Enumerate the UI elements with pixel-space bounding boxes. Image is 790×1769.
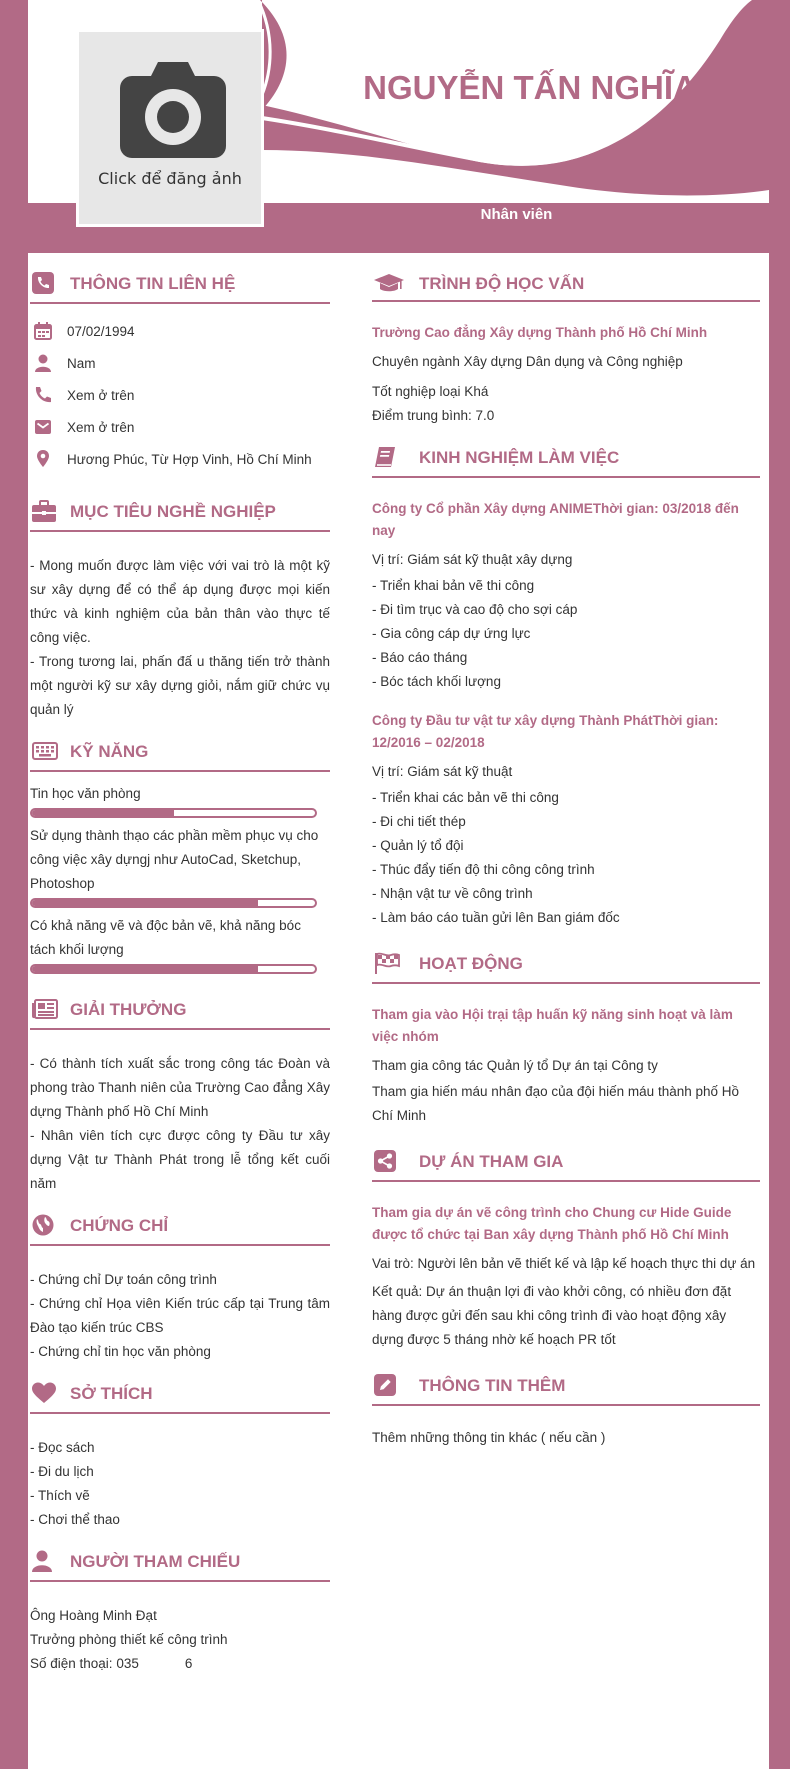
job-task: - Làm báo cáo tuần gửi lên Ban giám đốc	[372, 910, 620, 925]
section-title: THÔNG TIN THÊM	[419, 1376, 566, 1395]
section-title: THÔNG TIN LIÊN HỆ	[70, 274, 236, 293]
skill-bar	[30, 964, 317, 974]
hobbies-section	[30, 1372, 330, 1532]
section-title: HOẠT ĐỘNG	[419, 954, 523, 973]
skill-fill	[32, 810, 174, 816]
contact-text: Nam	[67, 356, 96, 371]
newspaper-icon	[32, 999, 58, 1019]
skill-name: Có khả năng vẽ và độc bản vẽ, khả năng bóc tách khối lượng	[30, 918, 301, 957]
contact-email	[30, 412, 330, 444]
hobby-line: - Chơi thể thao	[30, 1512, 120, 1527]
calendar-icon	[34, 322, 52, 340]
education-school: Trường Cao đẳng Xây dựng Thành phố Hồ Chí Minh	[372, 325, 708, 340]
section-header	[372, 1140, 760, 1182]
project-heading: Tham gia dự án vẽ công trình cho Chung cư Hide Guide được tổ chức tại Ban xây dựng Thành phố Hồ Chí Minh	[372, 1205, 732, 1242]
job-task: - Báo cáo tháng	[372, 650, 468, 665]
skill-item	[30, 914, 330, 974]
award-line: - Nhân viên tích cực được công ty Đầu tư xây dựng Vật tư Thành Phát trong lễ tổng kết cuối năm	[30, 1128, 330, 1191]
photo-upload-label: Click để đăng ảnh	[98, 169, 242, 188]
contact-phone	[30, 380, 330, 412]
photo-upload-box[interactable]	[76, 29, 264, 227]
skill-fill	[32, 900, 258, 906]
skill-item	[30, 824, 330, 908]
job-task: - Gia công cáp dự ứng lực	[372, 626, 531, 641]
user-icon	[34, 354, 52, 372]
section-title: NGƯỜI THAM CHIẾU	[70, 1552, 241, 1571]
hobby-line: - Đọc sách	[30, 1440, 95, 1455]
edit-icon	[374, 1374, 396, 1396]
skill-bar	[30, 898, 317, 908]
section-title: SỞ THÍCH	[70, 1384, 153, 1403]
section-title: DỰ ÁN THAM GIA	[419, 1152, 564, 1171]
activities-section	[372, 942, 760, 1128]
section-header	[30, 262, 330, 304]
activity-line: Tham gia công tác Quản lý tổ Dự án tại Công ty	[372, 1058, 658, 1073]
objective-section	[30, 490, 330, 722]
flag-checkered-icon	[374, 952, 400, 974]
extra-info-section	[372, 1364, 760, 1450]
cv-header	[0, 0, 790, 253]
contact-text: 07/02/1994	[67, 324, 135, 339]
contact-text: Hương Phúc, Từ Hợp Vinh, Hồ Chí Minh	[67, 452, 312, 467]
activity-line: Tham gia hiến máu nhân đạo của đội hiến máu thành phố Hồ Chí Minh	[372, 1084, 740, 1123]
job-task: - Triển khai các bản vẽ thi công	[372, 790, 559, 805]
section-header	[372, 942, 760, 984]
reference-phone-end: 6	[184, 1656, 193, 1671]
job-task: - Triển khai bản vẽ thi công	[372, 578, 535, 593]
briefcase-icon	[32, 500, 56, 522]
certificate-line: - Chứng chỉ tin học văn phòng	[30, 1344, 211, 1359]
keyboard-icon	[32, 742, 58, 760]
section-title: KINH NGHIỆM LÀM VIỆC	[419, 448, 620, 467]
job-entry	[372, 710, 760, 930]
section-title: KỸ NĂNG	[70, 742, 149, 761]
job-role: Vị trí: Giám sát kỹ thuật xây dựng	[372, 552, 573, 567]
job-heading: Công ty Cổ phần Xây dựng ANIMEThời gian: 03/2018 đến nay	[372, 501, 739, 538]
right-border	[769, 0, 790, 1769]
section-header	[30, 988, 330, 1030]
job-task: - Bóc tách khối lượng	[372, 674, 501, 689]
skill-item	[30, 782, 330, 818]
contact-text: Xem ở trên	[67, 388, 135, 403]
contact-gender	[30, 348, 330, 380]
objective-line: - Trong tương lai, phấn đấ u thăng tiến trở thành một người kỹ sư xây dựng giỏi, nắm giữ chức vụ quản lý	[30, 654, 330, 717]
education-gpa: Điểm trung bình: 7.0	[372, 408, 495, 423]
activity-heading: Tham gia vào Hội trại tập huấn kỹ năng sinh hoạt và làm việc nhóm	[372, 1007, 733, 1044]
left-column	[30, 262, 330, 1676]
section-header	[30, 730, 330, 772]
job-task: - Đi tìm trục và cao độ cho sợi cáp	[372, 602, 578, 617]
heart-icon	[32, 1382, 56, 1404]
section-title: TRÌNH ĐỘ HỌC VẤN	[419, 274, 585, 293]
job-heading: Công ty Đầu tư vật tư xây dựng Thành PhátThời gian: 12/2016 – 02/2018	[372, 713, 719, 750]
globe-icon	[32, 1214, 54, 1236]
job-task: - Quản lý tổ đội	[372, 838, 464, 853]
skill-fill	[32, 966, 258, 972]
certificate-line: - Chứng chỉ Dự toán công trình	[30, 1272, 217, 1287]
reference-name: Ông Hoàng Minh Đạt	[30, 1608, 157, 1623]
award-line: - Có thành tích xuất sắc trong công tác Đoàn và phong trào Thanh niên của Trường Cao đẳng Xây dựng Thành phố Hồ Chí Minh	[30, 1056, 330, 1119]
project-role: Vai trò: Người lên bản vẽ thiết kế và lập kế hoạch thực thi dự án	[372, 1256, 756, 1271]
certificates-section	[30, 1204, 330, 1364]
phone-square-icon	[32, 272, 54, 294]
reference-section	[30, 1540, 330, 1676]
project-result: Kết quả: Dự án thuận lợi đi vào khởi công, có nhiều đơn đặt hàng được gửi đến sau khi công trình đi vào hoạt động xây dựng được 5 tháng nhờ kế hoạch PR tốt	[372, 1284, 732, 1347]
job-task: - Thúc đẩy tiến độ thi công công trình	[372, 862, 595, 877]
objective-line: - Mong muốn được làm việc với vai trò là một kỹ sư xây dựng để có thể áp dụng được mọi kiến thức và kinh nghiệm của bản thân vào thực tế công việc.	[30, 558, 330, 645]
experience-section	[372, 436, 760, 930]
education-section	[372, 262, 760, 428]
reference-phone	[30, 1652, 330, 1676]
skill-name: Sử dụng thành thạo các phần mềm phục vụ cho công việc xây dựngj như AutoCad, Sketchup, Photoshop	[30, 828, 319, 891]
reference-phone-start: Số điện thoại: 035	[30, 1656, 139, 1671]
section-header	[372, 1364, 760, 1406]
contact-text: Xem ở trên	[67, 420, 135, 435]
right-column	[372, 262, 760, 1450]
education-major: Chuyên ngành Xây dựng Dân dụng và Công nghiệp	[372, 354, 683, 369]
reference-title: Trưởng phòng thiết kế công trình	[30, 1632, 228, 1647]
book-icon	[374, 446, 396, 468]
section-title: CHỨNG CHỈ	[70, 1216, 169, 1235]
section-header	[372, 262, 760, 302]
section-header	[30, 1372, 330, 1414]
skill-name: Tin học văn phòng	[30, 786, 141, 801]
job-task: - Đi chi tiết thép	[372, 814, 466, 829]
skill-bar	[30, 808, 317, 818]
left-border	[0, 0, 28, 1769]
contact-birthday	[30, 316, 330, 348]
candidate-name: NGUYỄN TẤN NGHĨA	[363, 69, 697, 106]
education-grade: Tốt nghiệp loại Khá	[372, 384, 489, 399]
projects-section	[372, 1140, 760, 1352]
camera-icon	[120, 62, 226, 158]
graduation-cap-icon	[374, 272, 404, 294]
share-icon	[374, 1150, 396, 1172]
hobby-line: - Thích vẽ	[30, 1488, 90, 1503]
contact-address	[30, 444, 330, 476]
section-header	[30, 490, 330, 532]
section-title: GIẢI THƯỞNG	[70, 1000, 187, 1019]
extra-info-text: Thêm những thông tin khác ( nếu cần )	[372, 1430, 606, 1445]
section-title: MỤC TIÊU NGHỀ NGHIỆP	[70, 502, 276, 521]
location-icon	[34, 450, 52, 468]
email-icon	[34, 418, 52, 436]
phone-icon	[34, 386, 52, 404]
section-header	[372, 436, 760, 478]
section-header	[30, 1540, 330, 1582]
job-entry	[372, 498, 760, 694]
awards-section	[30, 988, 330, 1196]
contact-section	[30, 262, 330, 476]
hobby-line: - Đi du lịch	[30, 1464, 94, 1479]
job-role: Vị trí: Giám sát kỹ thuật	[372, 764, 513, 779]
user-icon	[32, 1550, 52, 1572]
certificate-line: - Chứng chỉ Họa viên Kiến trúc cấp tại Trung tâm Đào tạo kiến trúc CBS	[30, 1296, 330, 1335]
candidate-position: Nhân viên	[480, 206, 553, 223]
section-header	[30, 1204, 330, 1246]
job-task: - Nhận vật tư về công trình	[372, 886, 533, 901]
skills-section	[30, 730, 330, 974]
